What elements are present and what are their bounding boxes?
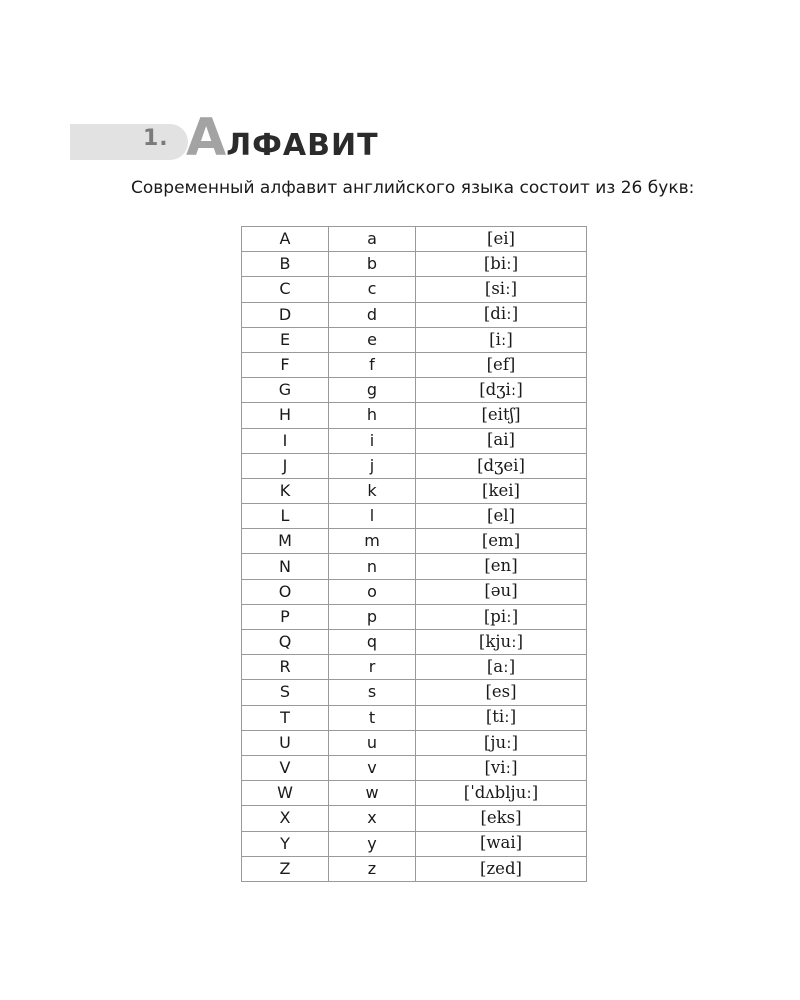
lowercase-letter-cell: s <box>329 680 416 705</box>
table-row <box>242 302 587 327</box>
lowercase-letter-cell: h <box>329 403 416 428</box>
transcription-cell: [viː] <box>416 755 587 780</box>
uppercase-letter-cell: A <box>242 227 329 252</box>
uppercase-letter-cell: I <box>242 428 329 453</box>
table-row <box>242 781 587 806</box>
lowercase-letter-cell: u <box>329 730 416 755</box>
table-row <box>242 227 587 252</box>
lowercase-letter-cell: j <box>329 453 416 478</box>
transcription-cell: [iː] <box>416 327 587 352</box>
lowercase-letter-cell: w <box>329 781 416 806</box>
uppercase-letter-cell: L <box>242 504 329 529</box>
lowercase-letter-cell: y <box>329 831 416 856</box>
uppercase-letter-cell: C <box>242 277 329 302</box>
transcription-cell: [eks] <box>416 806 587 831</box>
table-row <box>242 630 587 655</box>
table-row <box>242 529 587 554</box>
transcription-cell: [siː] <box>416 277 587 302</box>
uppercase-letter-cell: G <box>242 378 329 403</box>
uppercase-letter-cell: K <box>242 478 329 503</box>
alphabet-table <box>241 226 587 882</box>
uppercase-letter-cell: H <box>242 403 329 428</box>
transcription-cell: [es] <box>416 680 587 705</box>
uppercase-letter-cell: F <box>242 352 329 377</box>
page-title <box>186 108 379 168</box>
transcription-cell: [tiː] <box>416 705 587 730</box>
uppercase-letter-cell: E <box>242 327 329 352</box>
uppercase-letter-cell: R <box>242 655 329 680</box>
transcription-cell: [ˈdʌbljuː] <box>416 781 587 806</box>
table-row <box>242 680 587 705</box>
page-title-first-letter: А <box>186 108 227 168</box>
table-row <box>242 453 587 478</box>
lowercase-letter-cell: k <box>329 478 416 503</box>
transcription-cell: [juː] <box>416 730 587 755</box>
lowercase-letter-cell: v <box>329 755 416 780</box>
uppercase-letter-cell: B <box>242 252 329 277</box>
transcription-cell: [en] <box>416 554 587 579</box>
lowercase-letter-cell: d <box>329 302 416 327</box>
lowercase-letter-cell: l <box>329 504 416 529</box>
uppercase-letter-cell: T <box>242 705 329 730</box>
section-number: 1. <box>143 126 169 151</box>
transcription-cell: [aː] <box>416 655 587 680</box>
lowercase-letter-cell: q <box>329 630 416 655</box>
table-row <box>242 277 587 302</box>
lowercase-letter-cell: t <box>329 705 416 730</box>
uppercase-letter-cell: J <box>242 453 329 478</box>
table-row <box>242 352 587 377</box>
table-row <box>242 831 587 856</box>
table-row <box>242 705 587 730</box>
transcription-cell: [zed] <box>416 856 587 881</box>
lowercase-letter-cell: r <box>329 655 416 680</box>
transcription-cell: [diː] <box>416 302 587 327</box>
intro-text: Современный алфавит английского языка состоит из 26 букв: <box>131 178 695 198</box>
table-row <box>242 327 587 352</box>
transcription-cell: [dʒiː] <box>416 378 587 403</box>
transcription-cell: [ai] <box>416 428 587 453</box>
table-row <box>242 856 587 881</box>
transcription-cell: [kjuː] <box>416 630 587 655</box>
lowercase-letter-cell: p <box>329 604 416 629</box>
table-row <box>242 252 587 277</box>
transcription-cell: [piː] <box>416 604 587 629</box>
table-row <box>242 806 587 831</box>
table-row <box>242 579 587 604</box>
transcription-cell: [el] <box>416 504 587 529</box>
transcription-cell: [ei] <box>416 227 587 252</box>
transcription-cell: [dʒei] <box>416 453 587 478</box>
table-row <box>242 755 587 780</box>
alphabet-table-body <box>242 227 587 882</box>
heading-band <box>70 124 188 160</box>
uppercase-letter-cell: M <box>242 529 329 554</box>
table-row <box>242 730 587 755</box>
transcription-cell: [wai] <box>416 831 587 856</box>
uppercase-letter-cell: Z <box>242 856 329 881</box>
lowercase-letter-cell: a <box>329 227 416 252</box>
lowercase-letter-cell: o <box>329 579 416 604</box>
table-row <box>242 403 587 428</box>
uppercase-letter-cell: U <box>242 730 329 755</box>
lowercase-letter-cell: z <box>329 856 416 881</box>
table-row <box>242 504 587 529</box>
lowercase-letter-cell: f <box>329 352 416 377</box>
lowercase-letter-cell: x <box>329 806 416 831</box>
uppercase-letter-cell: N <box>242 554 329 579</box>
transcription-cell: [əu] <box>416 579 587 604</box>
table-row <box>242 655 587 680</box>
uppercase-letter-cell: O <box>242 579 329 604</box>
lowercase-letter-cell: c <box>329 277 416 302</box>
lowercase-letter-cell: n <box>329 554 416 579</box>
page-title-rest: ЛФАВИТ <box>226 128 379 163</box>
transcription-cell: [biː] <box>416 252 587 277</box>
uppercase-letter-cell: W <box>242 781 329 806</box>
uppercase-letter-cell: X <box>242 806 329 831</box>
transcription-cell: [ef] <box>416 352 587 377</box>
transcription-cell: [kei] <box>416 478 587 503</box>
lowercase-letter-cell: g <box>329 378 416 403</box>
transcription-cell: [eitʃ] <box>416 403 587 428</box>
transcription-cell: [em] <box>416 529 587 554</box>
uppercase-letter-cell: V <box>242 755 329 780</box>
table-row <box>242 378 587 403</box>
uppercase-letter-cell: P <box>242 604 329 629</box>
table-row <box>242 428 587 453</box>
lowercase-letter-cell: i <box>329 428 416 453</box>
table-row <box>242 478 587 503</box>
table-row <box>242 554 587 579</box>
lowercase-letter-cell: b <box>329 252 416 277</box>
table-row <box>242 604 587 629</box>
uppercase-letter-cell: Y <box>242 831 329 856</box>
uppercase-letter-cell: D <box>242 302 329 327</box>
uppercase-letter-cell: Q <box>242 630 329 655</box>
uppercase-letter-cell: S <box>242 680 329 705</box>
lowercase-letter-cell: e <box>329 327 416 352</box>
lowercase-letter-cell: m <box>329 529 416 554</box>
